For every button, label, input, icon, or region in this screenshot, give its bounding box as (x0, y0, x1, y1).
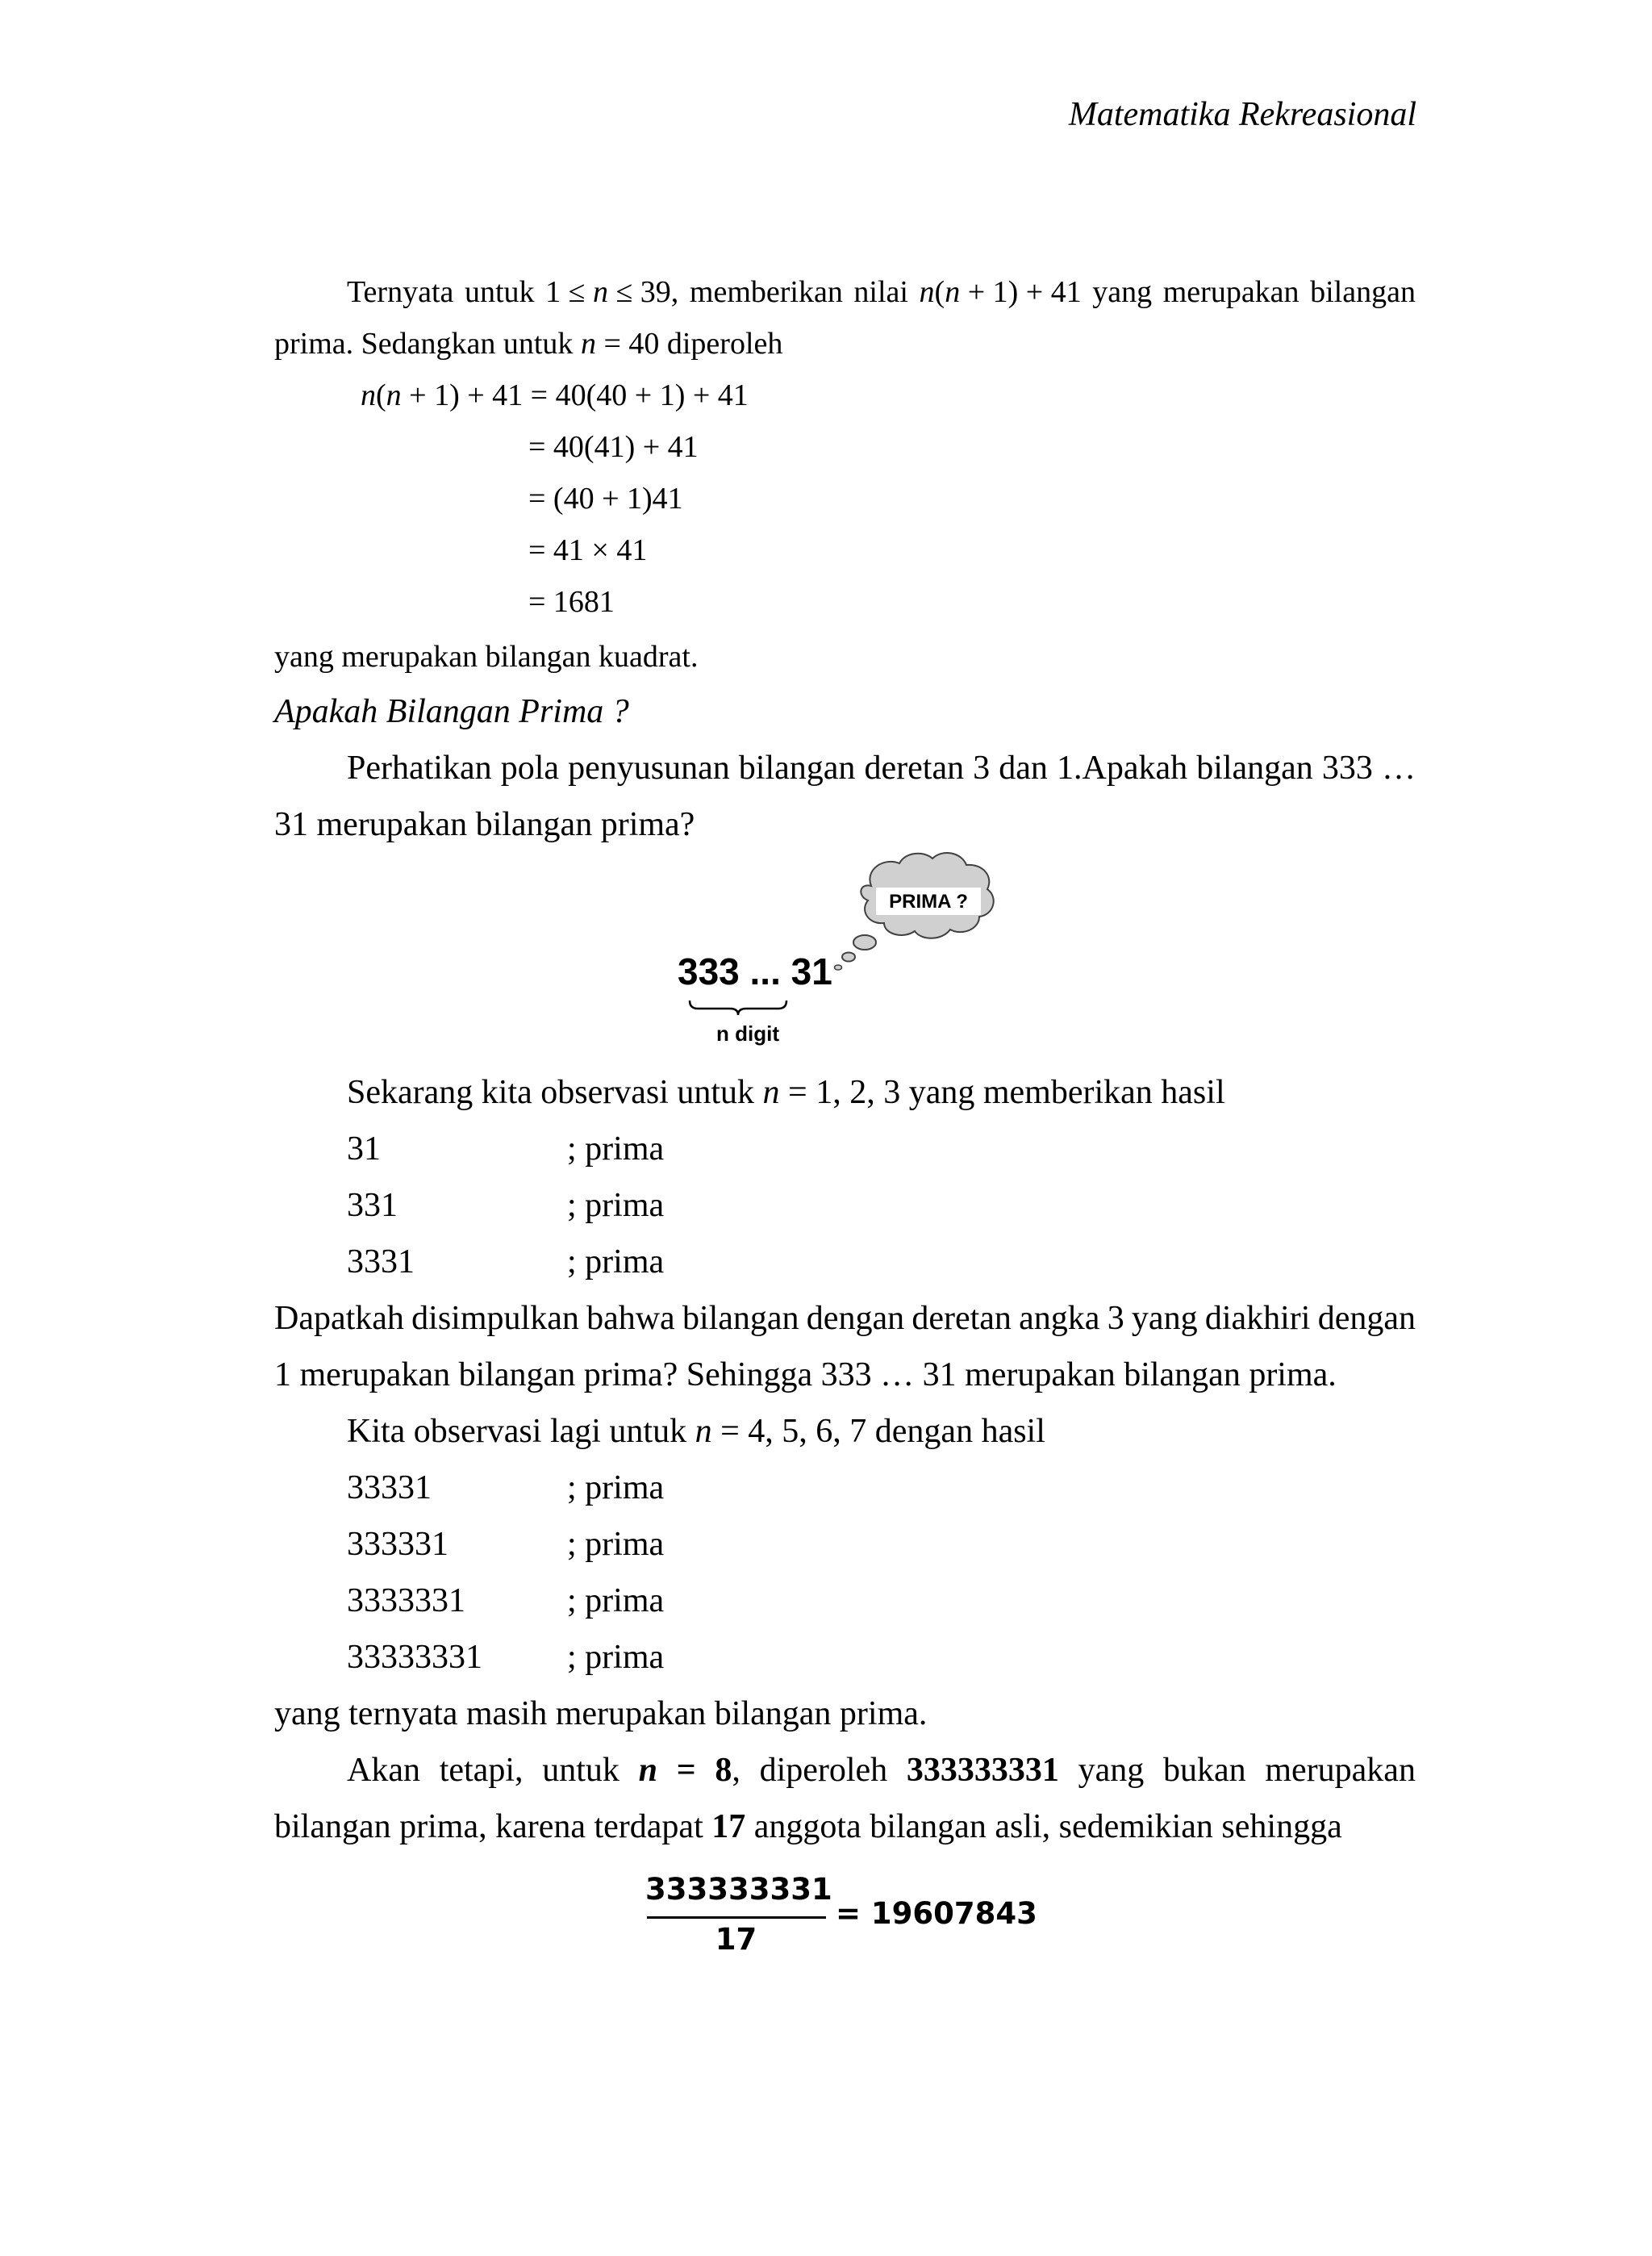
fraction-bar (647, 1916, 826, 1919)
word: dan (999, 750, 1048, 787)
curly-brace-icon (690, 1001, 786, 1015)
number-display: 333 ... 31 (678, 950, 832, 992)
fraction-numerator: 333333331 (645, 1872, 832, 1907)
list-number: 333331 (347, 1526, 448, 1563)
word: Perhatikan (347, 750, 492, 787)
word: untuk (464, 275, 535, 309)
equation-step: = 1681 (528, 585, 615, 619)
list-label: ; prima (567, 1243, 665, 1280)
prime-question-figure (678, 847, 1000, 1049)
bold-number: 17 (711, 1808, 746, 1845)
list-label: ; prima (567, 1469, 665, 1506)
conclusion-text: yang merupakan bilangan kuadrat. (274, 640, 699, 674)
observe-text-2: Kita observasi lagi untuk n = 4, 5, 6, 7 dengan hasil (347, 1413, 1045, 1450)
word: bahwa (586, 1300, 675, 1337)
brace-label: n digit (716, 1021, 779, 1046)
text-segment: bilangan prima, karena terdapat (274, 1808, 712, 1845)
fraction-denominator: 17 (715, 1922, 757, 1957)
list-number: 3333331 (347, 1582, 465, 1619)
word: 333 (1321, 750, 1373, 787)
word: deretan (912, 1300, 1012, 1337)
word: nilai (853, 275, 908, 309)
list-number: 331 (347, 1187, 398, 1224)
list-number: 31 (347, 1130, 381, 1168)
text-segment: anggota bilangan asli, sedemikian sehingga (745, 1808, 1342, 1845)
fraction-equation (645, 1872, 1037, 1969)
list-number: 33331 (347, 1469, 432, 1506)
word: 333333331 (906, 1752, 1059, 1789)
thought-cloud-icon (835, 853, 994, 970)
list-label: ; prima (567, 1130, 665, 1168)
word: diperoleh (759, 1752, 888, 1789)
word: deretan (864, 750, 965, 787)
word: bilangan (1196, 750, 1313, 787)
word: memberikan (689, 275, 843, 309)
list-label: ; prima (567, 1526, 665, 1563)
word: bukan (1162, 1752, 1246, 1789)
word: 3 (1107, 1300, 1124, 1337)
word: angka (1019, 1300, 1100, 1337)
word: Ternyata (347, 275, 454, 309)
observe-text-1: Sekarang kita observasi untuk n = 1, 2, 3 yang memberikan hasil (347, 1074, 1225, 1111)
bubble-text: PRIMA ? (889, 891, 968, 913)
thought-bubble-illustration (678, 847, 1000, 1049)
word: yang (1131, 1300, 1198, 1337)
word: merupakan (1265, 1752, 1416, 1789)
word: tetapi, (439, 1752, 524, 1789)
word: Dapatkah (274, 1300, 404, 1337)
para3-line1 (274, 1299, 1416, 1338)
word: yang (1078, 1752, 1145, 1789)
list-label: ; prima (567, 1639, 665, 1676)
word: 1.Apakah (1056, 750, 1188, 787)
word: bilangan (738, 750, 856, 787)
running-header: Matematika Rekreasional (1068, 96, 1416, 133)
word: pola (500, 750, 559, 787)
word: … (1381, 750, 1416, 787)
word: diakhiri (1204, 1300, 1311, 1337)
word: bilangan (1310, 275, 1416, 309)
para2-line2: 31 merupakan bilangan prima? (274, 806, 695, 843)
equation-step: = 40(41) + 41 (528, 430, 699, 464)
word: penyusunan (568, 750, 730, 787)
word: dengan (806, 1300, 905, 1337)
word: yang (1092, 275, 1153, 309)
conclusion-text-2: yang ternyata masih merupakan bilangan prima. (274, 1695, 928, 1732)
word: dengan (1317, 1300, 1416, 1337)
para1-line1 (347, 274, 1416, 310)
para4-line2 (274, 1807, 1342, 1846)
list-number: 33333331 (347, 1639, 482, 1676)
word: untuk (542, 1752, 620, 1789)
word: disimpulkan (411, 1300, 579, 1337)
word: bilangan (682, 1300, 799, 1337)
equation-step: = (40 + 1)41 (528, 482, 683, 516)
section-heading: Apakah Bilangan Prima ? (274, 693, 629, 730)
word: 8, (715, 1752, 740, 1789)
word: merupakan (1162, 275, 1299, 309)
para4-line1 (347, 1751, 1416, 1790)
para3-line2: 1 merupakan bilangan prima? Sehingga 333 … 31 merupakan bilangan prima. (274, 1356, 1337, 1393)
variable-n: n (638, 1752, 657, 1789)
word: Akan (347, 1752, 420, 1789)
math-inline: 1 ≤ n ≤ 39, (545, 275, 679, 309)
para1-line2: prima. Sedangkan untuk n = 40 diperoleh (274, 327, 783, 361)
equation-step: = 41 × 41 (528, 533, 648, 567)
math-inline: n(n + 1) + 41 (919, 275, 1082, 309)
word: = (676, 1752, 696, 1789)
equation-lhs: n(n + 1) + 41 = 40(40 + 1) + 41 (361, 378, 749, 412)
list-label: ; prima (567, 1582, 665, 1619)
list-label: ; prima (567, 1187, 665, 1224)
word: 3 (973, 750, 991, 787)
list-number: 3331 (347, 1243, 415, 1280)
para2-line1 (347, 749, 1416, 788)
fraction-result: = 19607843 (836, 1896, 1037, 1931)
